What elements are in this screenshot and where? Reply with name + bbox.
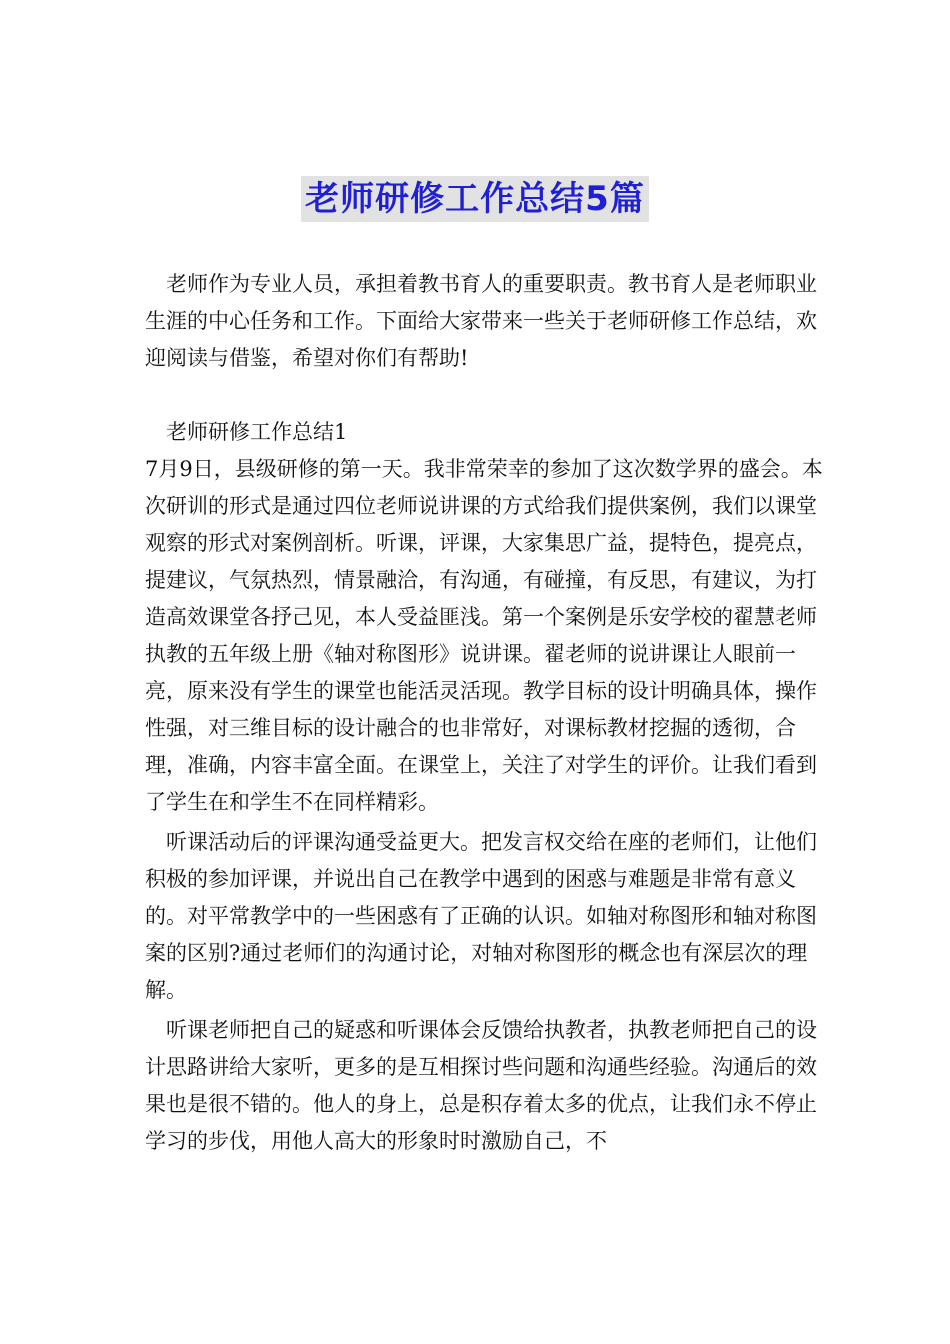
body-paragraph-1: 7月9日，县级研修的第一天。我非常荣幸的参加了这次数学界的盛会。本次研训的形式是通过四位老师说讲课的方式给我们提供案例，我们以课堂观察的形式对案例剖析。听课，评课，大家集思广益，提特色，提亮点，提建议，气氛热烈，情景融洽，有沟通，有碰撞，有反思，有建议，为打造高效课堂各抒己见，本人受益匪浅。第一个案例是乐安学校的翟慧老师执教的五年级上册《轴对称图形》说讲课。翟老师的说讲课让人眼前一亮，原来没有学生的课堂也能活灵活现。教学目标的设计明确具体，操作性强，对三维目标的设计融合的也非常好，对课标教材挖掘的透彻，合理，准确，内容丰富全面。在课堂上，关注了对学生的评价。让我们看到了学生在和学生不在同样精彩。 bbox=[145, 457, 823, 814]
document-title: 老师研修工作总结5篇 bbox=[301, 176, 649, 222]
section-heading: 老师研修工作总结1 bbox=[166, 420, 348, 444]
main-body bbox=[145, 451, 825, 1160]
body-paragraph-2: 听课活动后的评课沟通受益更大。把发言权交给在座的老师们，让他们积极的参加评课，并说出自己在教学中遇到的困惑与难题是非常有意义的。对平常教学中的一些困惑有了正确的认识。如轴对称图形和轴对称图案的区别?通过老师们的沟通讨论，对轴对称图形的概念也有深层次的理解。 bbox=[145, 830, 817, 1002]
body-paragraph-3: 听课老师把自己的疑惑和听课体会反馈给执教者，执教老师把自己的设计思路讲给大家听，更多的是互相探讨些问题和沟通些经验。沟通后的效果也是很不错的。他人的身上，总是积存着太多的优点，让我们永不停止学习的步伐，用他人高大的形象时时激励自己，不 bbox=[145, 1018, 817, 1153]
intro-block bbox=[145, 266, 825, 377]
title-container bbox=[0, 176, 950, 222]
intro-paragraph: 老师作为专业人员，承担着教书育人的重要职责。教书育人是老师职业生涯的中心任务和工作。下面给大家带来一些关于老师研修工作总结，欢迎阅读与借鉴，希望对你们有帮助! bbox=[145, 272, 817, 370]
